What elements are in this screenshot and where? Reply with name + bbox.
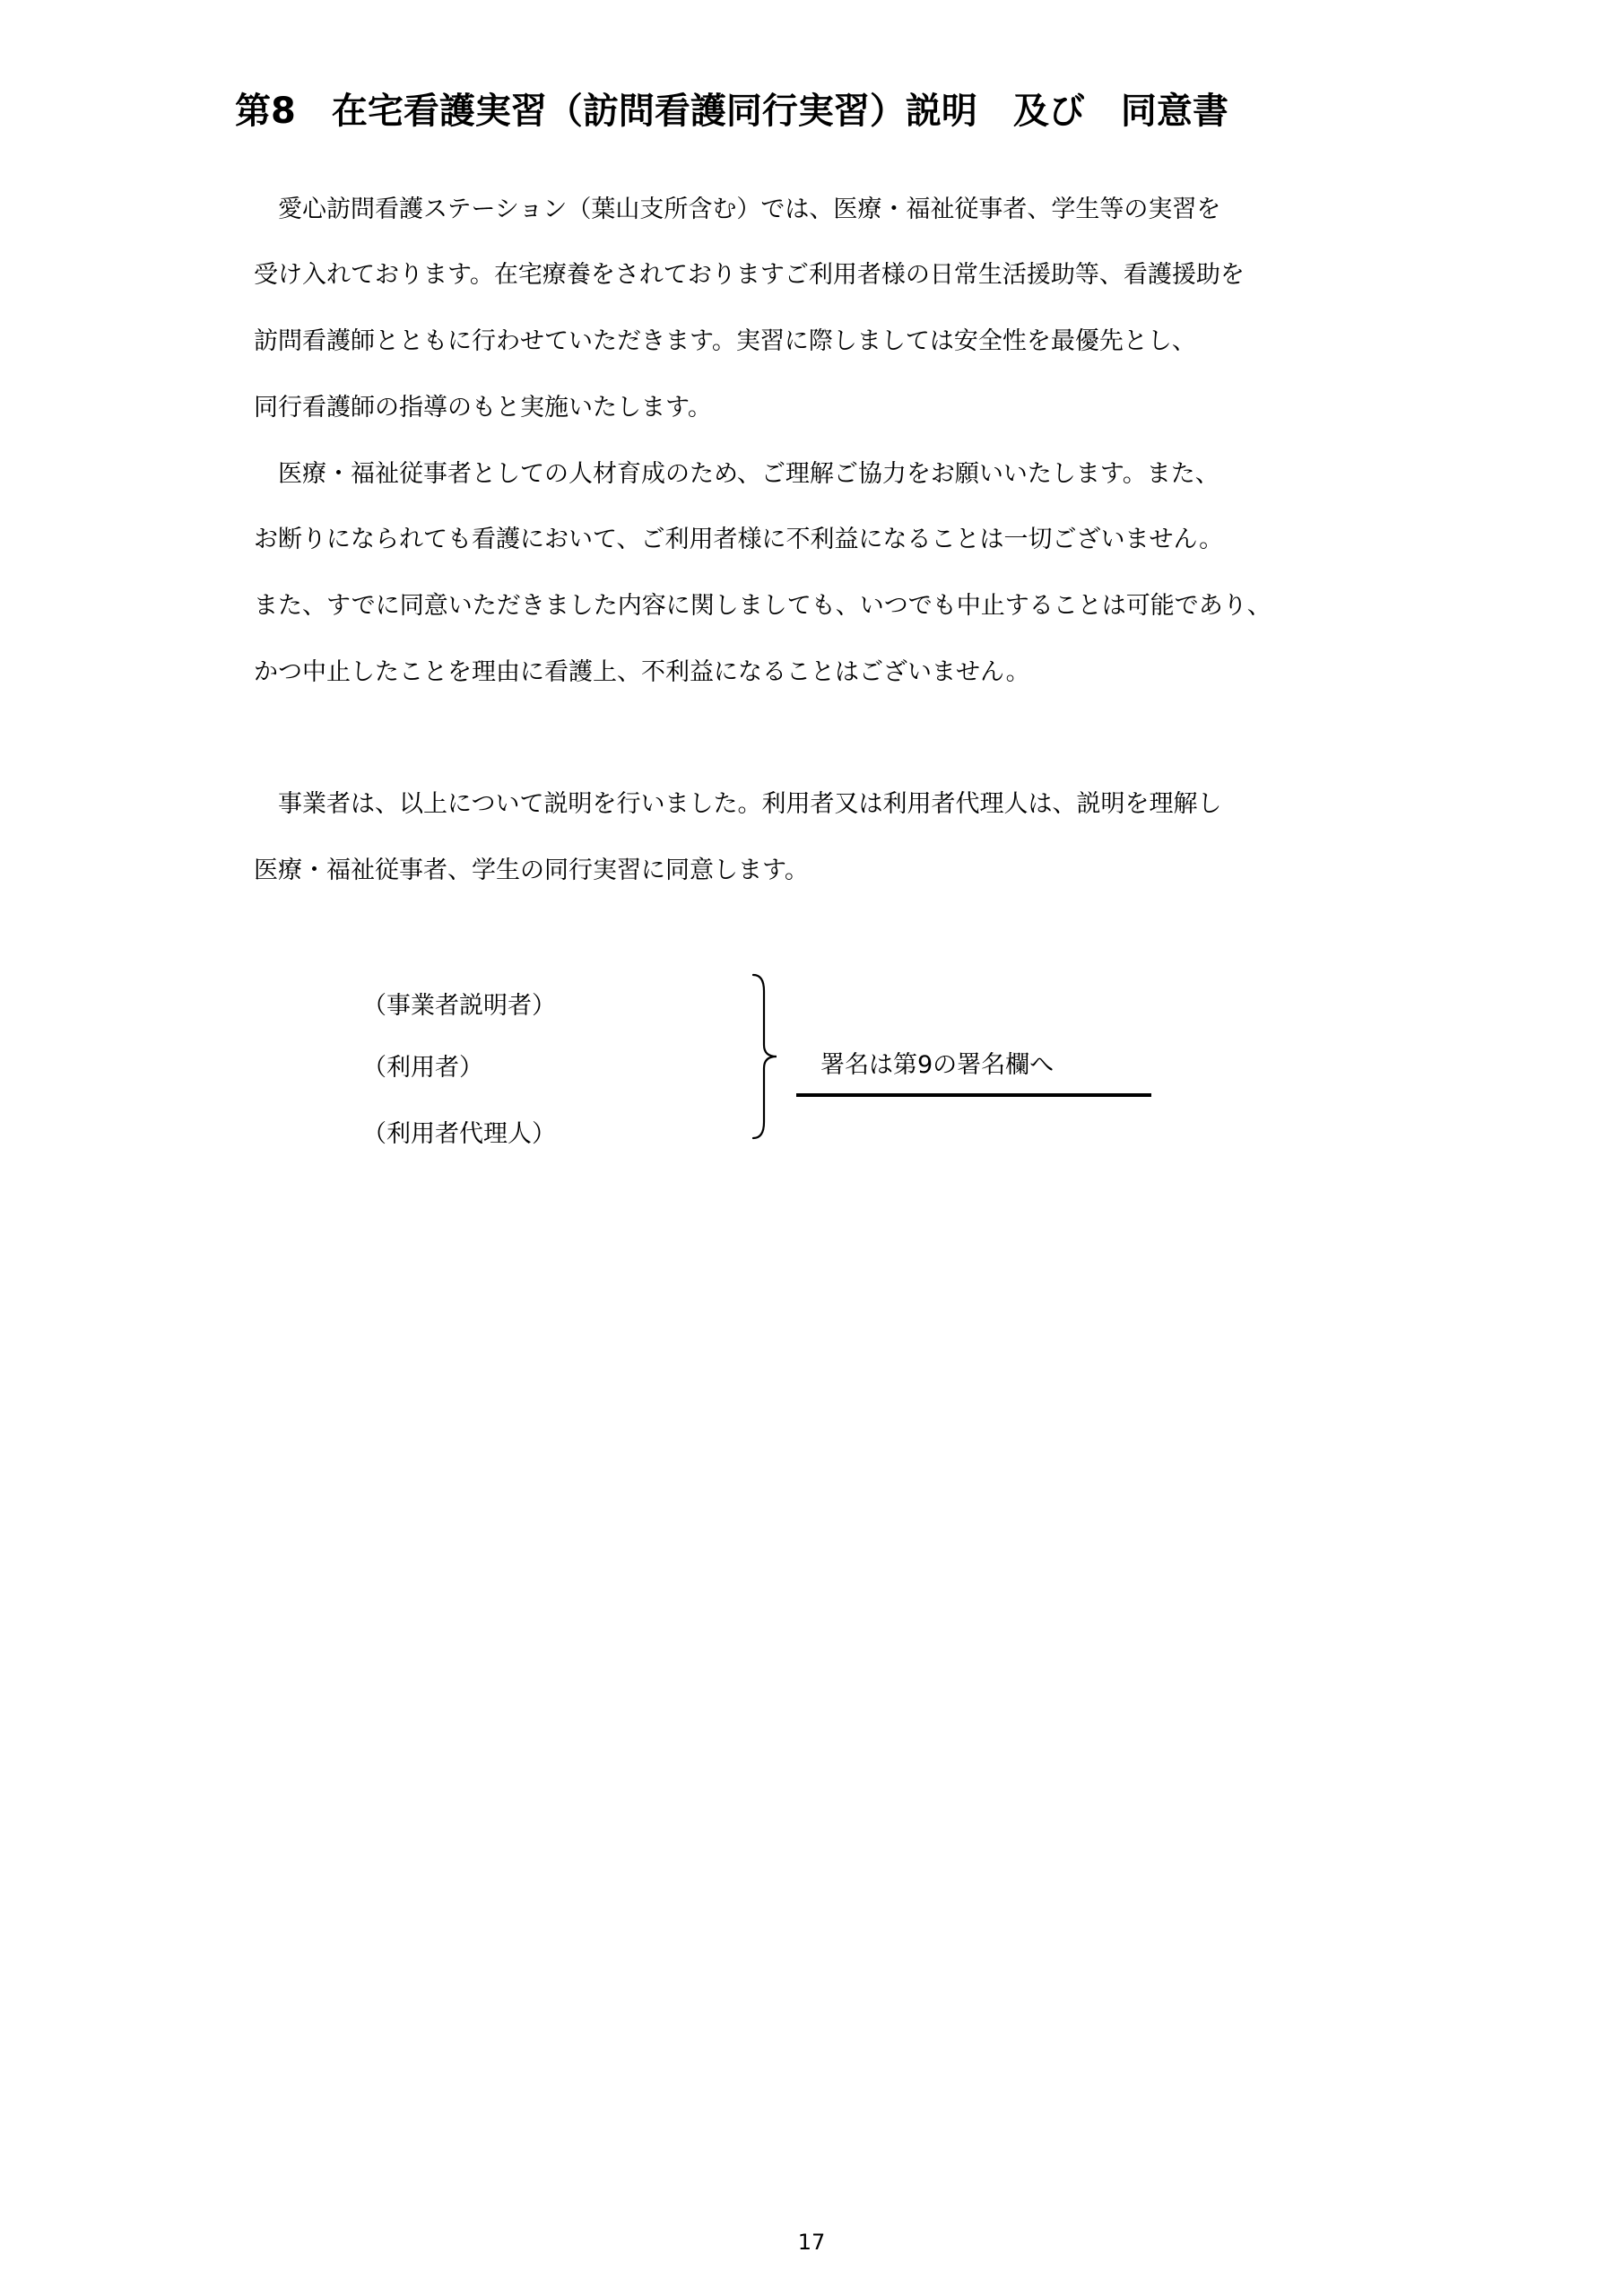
document-title: 第8 在宅看護実習（訪問看護同行実習）説明 及び 同意書 (235, 91, 1228, 132)
paragraph-line: お断りになられても看護において、ご利用者様に不利益になることは一切ございません。 (254, 526, 1224, 553)
paragraph-line: 受け入れております。在宅療養をされておりますご利用者様の日常生活援助等、看護援助を (254, 261, 1245, 289)
signatory-label-user: （利用者） (362, 1054, 483, 1082)
paragraph-line: 同行看護師の指導のもと実施いたします。 (254, 394, 712, 422)
consent-line: 医療・福祉従事者、学生の同行実習に同意します。 (254, 857, 809, 884)
curly-brace (744, 971, 798, 1142)
paragraph-line: 愛心訪問看護ステーション（葉山支所含む）では、医療・福祉従事者、学生等の実習を (254, 196, 1221, 223)
signature-note: 署名は第9の署名欄へ (820, 1051, 1055, 1079)
paragraph-line: 医療・福祉従事者としての人材育成のため、ご理解ご協力をお願いいたします。また、 (254, 460, 1219, 488)
paragraph-line: また、すでに同意いただきました内容に関しましても、いつでも中止することは可能であり、 (254, 592, 1271, 620)
consent-line: 事業者は、以上について説明を行いました。利用者又は利用者代理人は、説明を理解し (254, 790, 1222, 818)
page-number: 17 (797, 2230, 826, 2255)
signatory-label-proxy: （利用者代理人） (362, 1120, 556, 1148)
signatory-label-provider: （事業者説明者） (362, 992, 556, 1020)
paragraph-line: 訪問看護師とともに行わせていただきます。実習に際しましては安全性を最優先とし、 (254, 327, 1196, 355)
paragraph-line: かつ中止したことを理由に看護上、不利益になることはございません。 (254, 658, 1030, 686)
signature-underline (796, 1093, 1151, 1097)
